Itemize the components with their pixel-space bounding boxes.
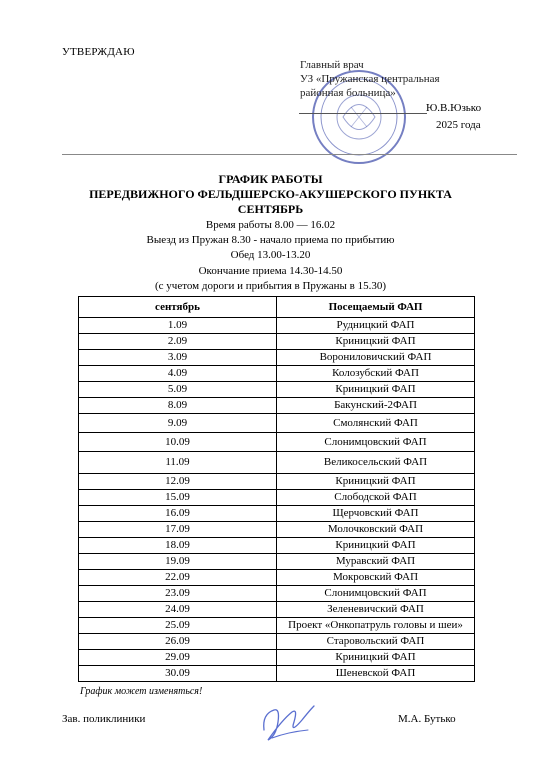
- fap-cell: Смолянский ФАП: [277, 414, 475, 433]
- date-cell: 3.09: [79, 350, 277, 366]
- date-cell: 11.09: [79, 452, 277, 474]
- date-cell: 23.09: [79, 586, 277, 602]
- date-cell: 4.09: [79, 366, 277, 382]
- table-row: [79, 318, 475, 334]
- fap-cell: Молочковский ФАП: [277, 522, 475, 538]
- fap-cell: Мокровский ФАП: [277, 570, 475, 586]
- schedule-table: [78, 296, 475, 682]
- approver-initials: Ю.В.Юзько: [426, 102, 482, 114]
- approver-position-line3: районная больница»: [300, 87, 396, 99]
- approval-heading: УТВЕРЖДАЮ: [62, 46, 135, 58]
- date-cell: 5.09: [79, 382, 277, 398]
- table-row: [79, 366, 475, 382]
- column-header-fap: Посещаемый ФАП: [277, 297, 475, 318]
- table-row: [79, 586, 475, 602]
- table-row: [79, 334, 475, 350]
- table-row: [79, 618, 475, 634]
- fap-cell: Проект «Онкопатруль головы и шеи»: [277, 618, 475, 634]
- fap-cell: Муравский ФАП: [277, 554, 475, 570]
- document-month: СЕНТЯБРЬ: [237, 202, 304, 216]
- fap-cell: Колозубский ФАП: [277, 366, 475, 382]
- fap-cell: Зеленевичский ФАП: [277, 602, 475, 618]
- table-row: [79, 506, 475, 522]
- date-cell: 19.09: [79, 554, 277, 570]
- date-cell: 9.09: [79, 414, 277, 433]
- table-row: [79, 634, 475, 650]
- date-cell: 10.09: [79, 433, 277, 452]
- table-header-row: [79, 297, 475, 318]
- date-cell: 1.09: [79, 318, 277, 334]
- approver-position: [300, 58, 440, 100]
- date-cell: 2.09: [79, 334, 277, 350]
- table-row: [79, 538, 475, 554]
- table-row: [79, 602, 475, 618]
- end-info: Окончание приема 14.30-14.50: [198, 265, 343, 277]
- lunch-info: Обед 13.00-13.20: [230, 249, 311, 261]
- work-hours: Время работы 8.00 — 16.02: [205, 219, 336, 231]
- fap-cell: Великосельский ФАП: [277, 452, 475, 474]
- table-row: [79, 490, 475, 506]
- fap-cell: Слонимцовский ФАП: [277, 433, 475, 452]
- fap-cell: Щерчовский ФАП: [277, 506, 475, 522]
- table-row: [79, 650, 475, 666]
- document-title: ГРАФИК РАБОТЫ: [218, 172, 323, 186]
- document-subtitle: ПЕРЕДВИЖНОГО ФЕЛЬДШЕРСКО-АКУШЕРСКОГО ПУНКТА: [89, 187, 452, 201]
- fap-cell: Криницкий ФАП: [277, 538, 475, 554]
- date-cell: 22.09: [79, 570, 277, 586]
- fap-cell: Слободской ФАП: [277, 490, 475, 506]
- date-cell: 25.09: [79, 618, 277, 634]
- footer-position: Зав. поликлиники: [62, 713, 146, 725]
- date-cell: 17.09: [79, 522, 277, 538]
- table-row: [79, 398, 475, 414]
- fap-cell: Криницкий ФАП: [277, 334, 475, 350]
- handwritten-signature: [258, 700, 320, 744]
- signature-line: [299, 113, 427, 114]
- date-cell: 18.09: [79, 538, 277, 554]
- table-row: [79, 474, 475, 490]
- table-row: [79, 522, 475, 538]
- table-row: [79, 554, 475, 570]
- table-row: [79, 666, 475, 682]
- table-row: [79, 382, 475, 398]
- table-row: [79, 350, 475, 366]
- return-info: (с учетом дороги и прибытия в Пружаны в 15.30): [155, 280, 386, 292]
- date-cell: 29.09: [79, 650, 277, 666]
- date-cell: 30.09: [79, 666, 277, 682]
- fap-cell: Криницкий ФАП: [277, 382, 475, 398]
- fap-cell: Ворониловичский ФАП: [277, 350, 475, 366]
- fap-cell: Криницкий ФАП: [277, 474, 475, 490]
- fap-cell: Старовольский ФАП: [277, 634, 475, 650]
- approver-position-line2: УЗ «Пружанская центральная: [300, 73, 440, 85]
- fap-cell: Криницкий ФАП: [277, 650, 475, 666]
- table-row: [79, 433, 475, 452]
- schedule-note: График может изменяться!: [80, 686, 203, 697]
- column-header-date: сентябрь: [79, 297, 277, 318]
- date-cell: 8.09: [79, 398, 277, 414]
- table-row: [79, 570, 475, 586]
- table-row: [79, 414, 475, 433]
- fap-cell: Бакунский-2ФАП: [277, 398, 475, 414]
- date-cell: 24.09: [79, 602, 277, 618]
- approver-position-line1: Главный врач: [300, 59, 364, 71]
- fap-cell: Рудницкий ФАП: [277, 318, 475, 334]
- table-row: [79, 452, 475, 474]
- footer-signatory: М.А. Бутько: [398, 713, 456, 725]
- fap-cell: Слонимцовский ФАП: [277, 586, 475, 602]
- date-cell: 15.09: [79, 490, 277, 506]
- date-cell: 12.09: [79, 474, 277, 490]
- departure-info: Выезд из Пружан 8.30 - начало приема по прибытию: [146, 234, 395, 246]
- date-cell: 16.09: [79, 506, 277, 522]
- divider: [62, 154, 517, 155]
- approval-year: 2025 года: [436, 119, 481, 131]
- fap-cell: Шеневской ФАП: [277, 666, 475, 682]
- date-cell: 26.09: [79, 634, 277, 650]
